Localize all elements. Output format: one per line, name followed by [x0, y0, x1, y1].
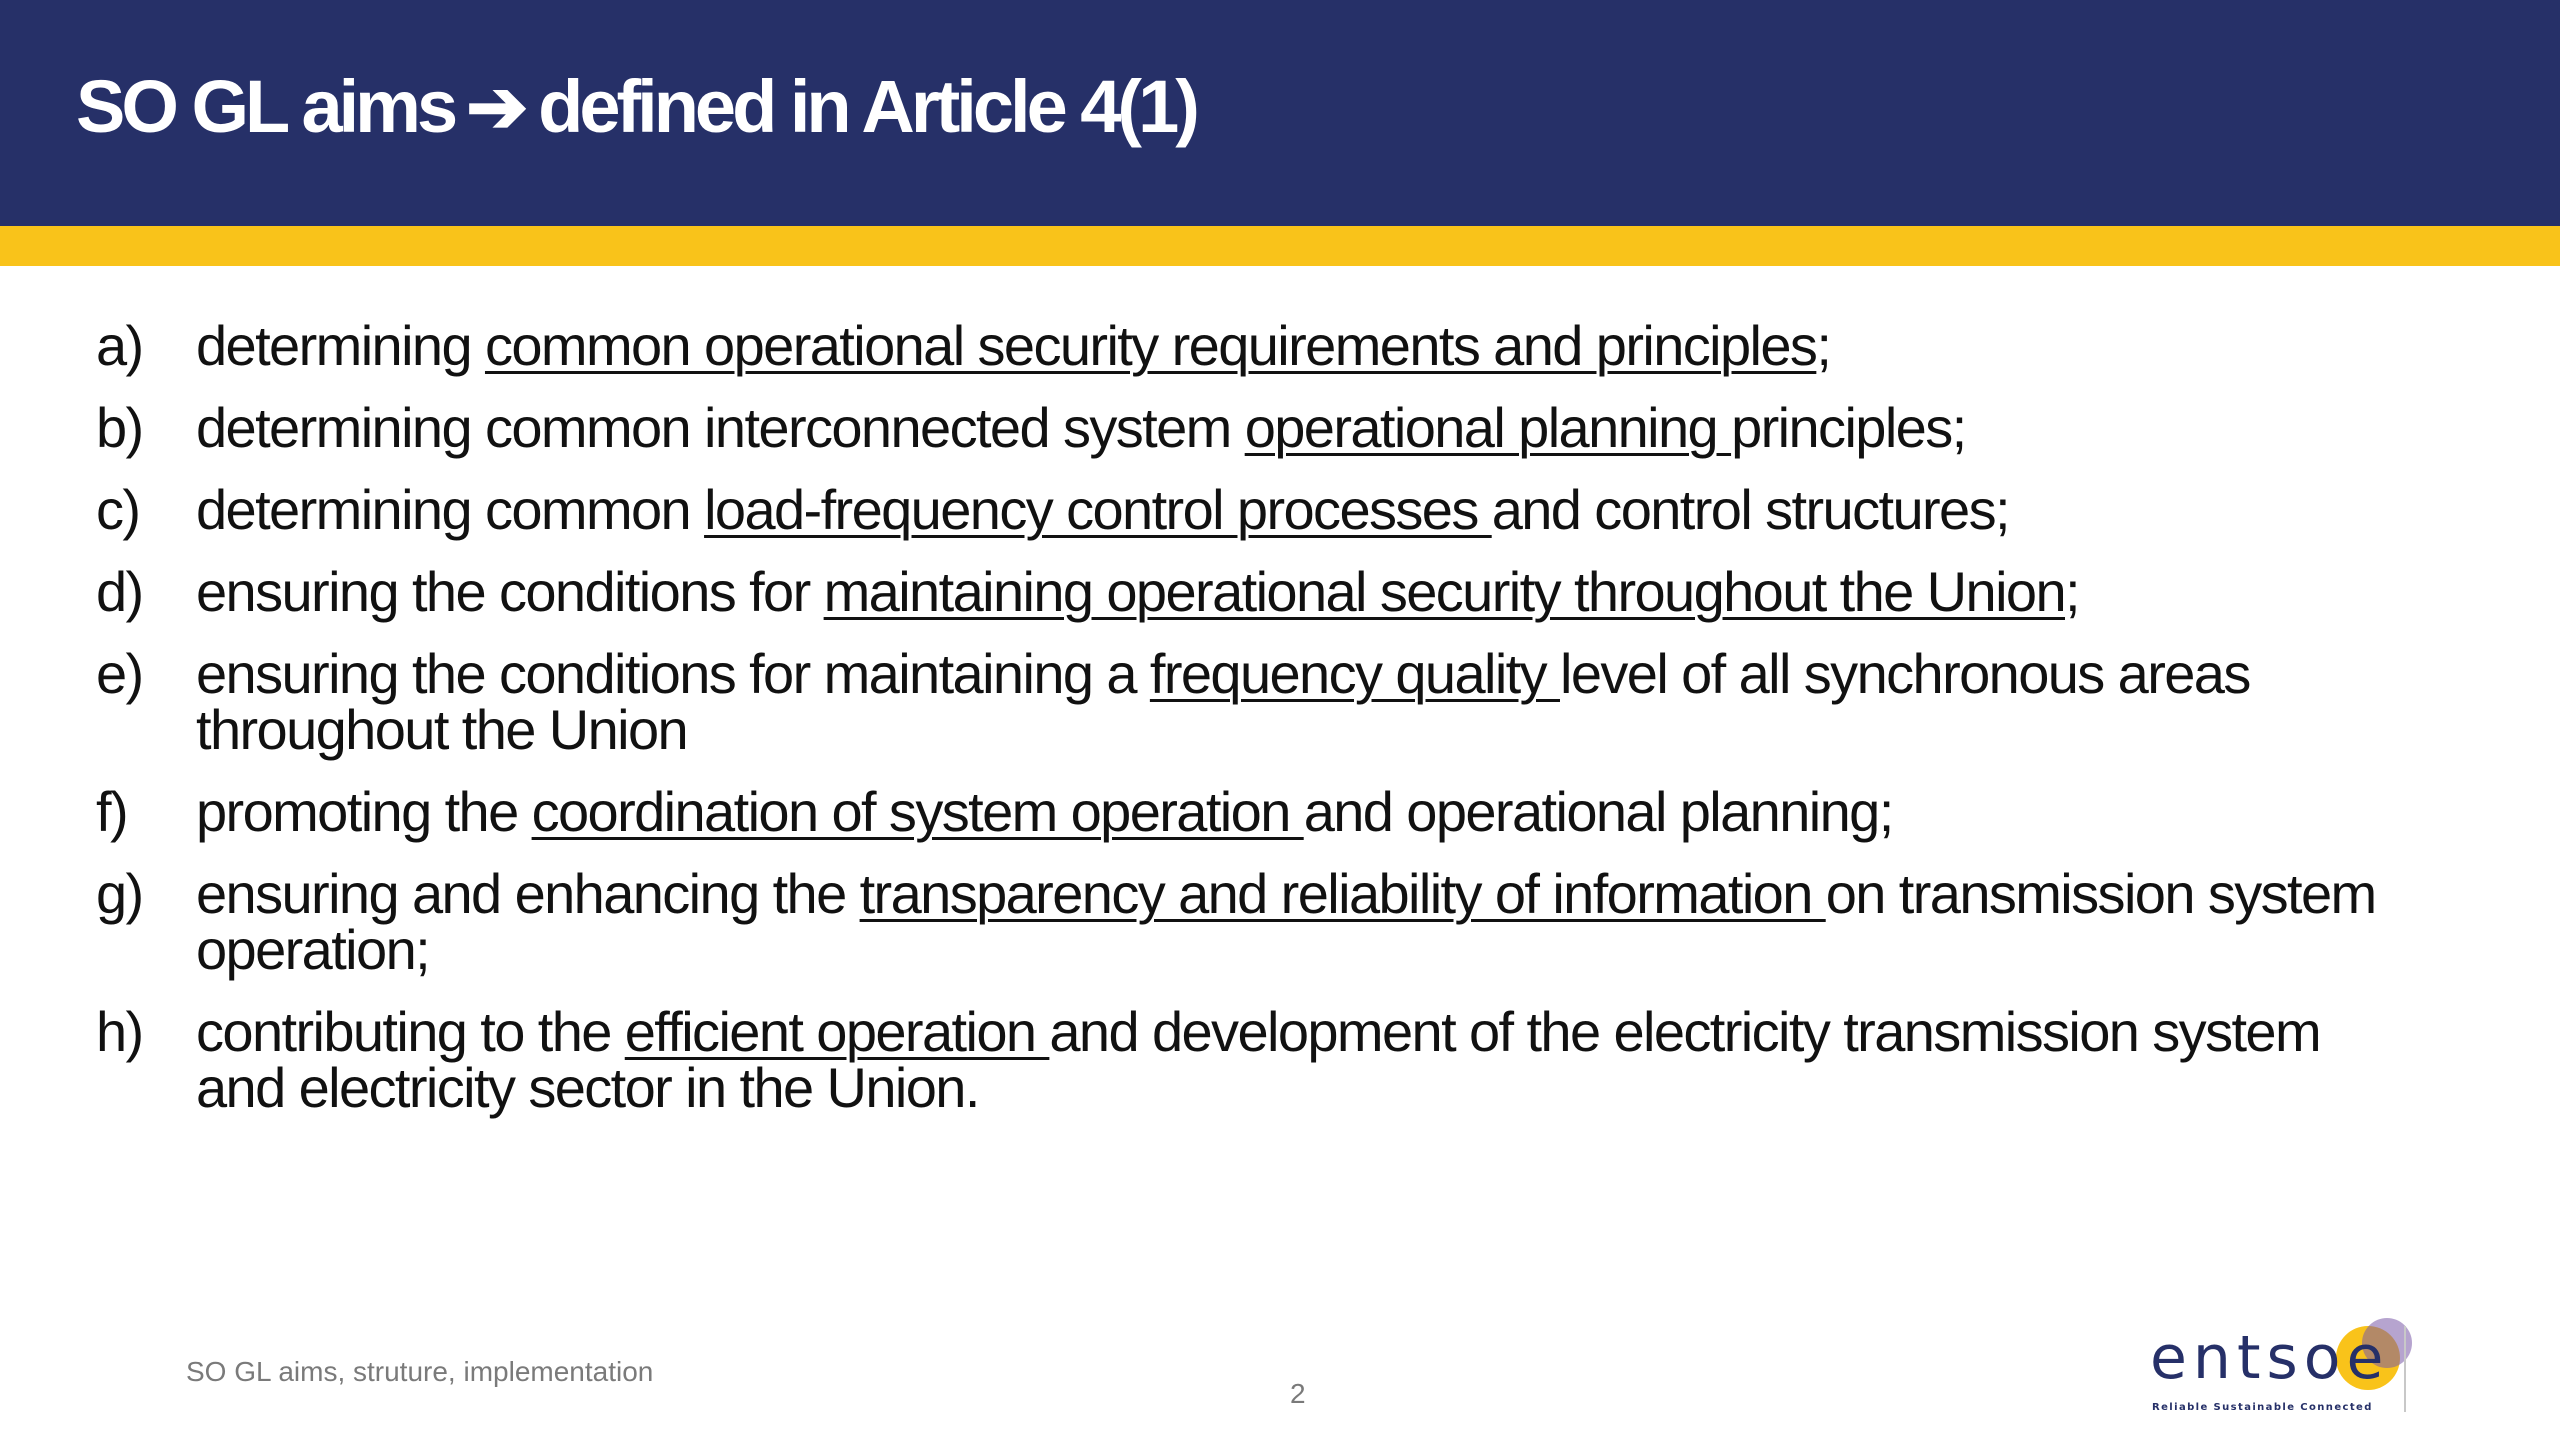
item-text: level of all synchronous areas throughout the Union [196, 642, 2250, 761]
page-number: 2 [1290, 1378, 1306, 1409]
list-item [96, 396, 2396, 459]
item-text: promoting the [196, 780, 532, 843]
list-marker: d) [96, 560, 143, 623]
logo-e-icon: e [2346, 1318, 2389, 1398]
item-text: and development of the electricity transmission system and electricity sector in the Union. [196, 1000, 2321, 1119]
logo-word [2150, 1318, 2389, 1398]
underlined-text: coordination of system operation [531, 780, 1304, 843]
item-text: ensuring the conditions for [196, 560, 824, 623]
item-text: principles; [1731, 396, 1966, 459]
entsoe-logo [2146, 1318, 2406, 1418]
header-accent-band [0, 226, 2560, 266]
arrow-right-icon: ➔ [466, 65, 525, 148]
underlined-text: common operational security requirements and principles [484, 314, 1817, 377]
list-marker: h) [96, 1000, 143, 1063]
slide-title [76, 62, 1196, 152]
underlined-text: efficient operation [624, 1000, 1050, 1063]
item-text: contributing to the [196, 1000, 625, 1063]
underlined-text: load-frequency control processes [704, 478, 1492, 541]
logo-divider [2404, 1326, 2406, 1412]
underlined-text: transparency and reliability of information [859, 862, 1826, 925]
aims-list [96, 314, 2396, 1142]
title-left: SO GL aims [76, 65, 455, 148]
list-item [96, 862, 2396, 981]
title-right: defined in Article 4(1) [538, 65, 1196, 148]
list-marker: a) [96, 314, 143, 377]
list-marker: f) [96, 780, 128, 843]
item-text: ; [1816, 314, 1831, 377]
item-text: determining common interconnected system [196, 396, 1245, 459]
list-marker: b) [96, 396, 143, 459]
list-item [96, 478, 2396, 541]
list-item [96, 1000, 2396, 1119]
list-item [96, 560, 2396, 623]
footer-text: SO GL aims, struture, implementation [186, 1356, 654, 1387]
underlined-text: maintaining operational security throughout the Union [823, 560, 2065, 623]
item-text: on transmission system operation; [196, 862, 2376, 981]
item-text: and operational planning; [1303, 780, 1893, 843]
list-marker: e) [96, 642, 143, 705]
list-item [96, 314, 2396, 377]
underlined-text: operational planning [1244, 396, 1732, 459]
item-text: and control structures; [1491, 478, 2009, 541]
slide-header [0, 0, 2560, 226]
underlined-text: frequency quality [1149, 642, 1560, 705]
item-text: determining [196, 314, 485, 377]
list-marker: g) [96, 862, 143, 925]
list-marker: c) [96, 478, 140, 541]
logo-tagline: Reliable Sustainable Connected [2152, 1402, 2373, 1413]
item-text: ensuring and enhancing the [196, 862, 860, 925]
logo-word-start: entso [2150, 1323, 2347, 1393]
list-item [96, 780, 2396, 843]
item-text: determining common [196, 478, 705, 541]
list-item [96, 642, 2396, 761]
item-text: ; [2065, 560, 2079, 623]
item-text: ensuring the conditions for maintaining a [196, 642, 1150, 705]
